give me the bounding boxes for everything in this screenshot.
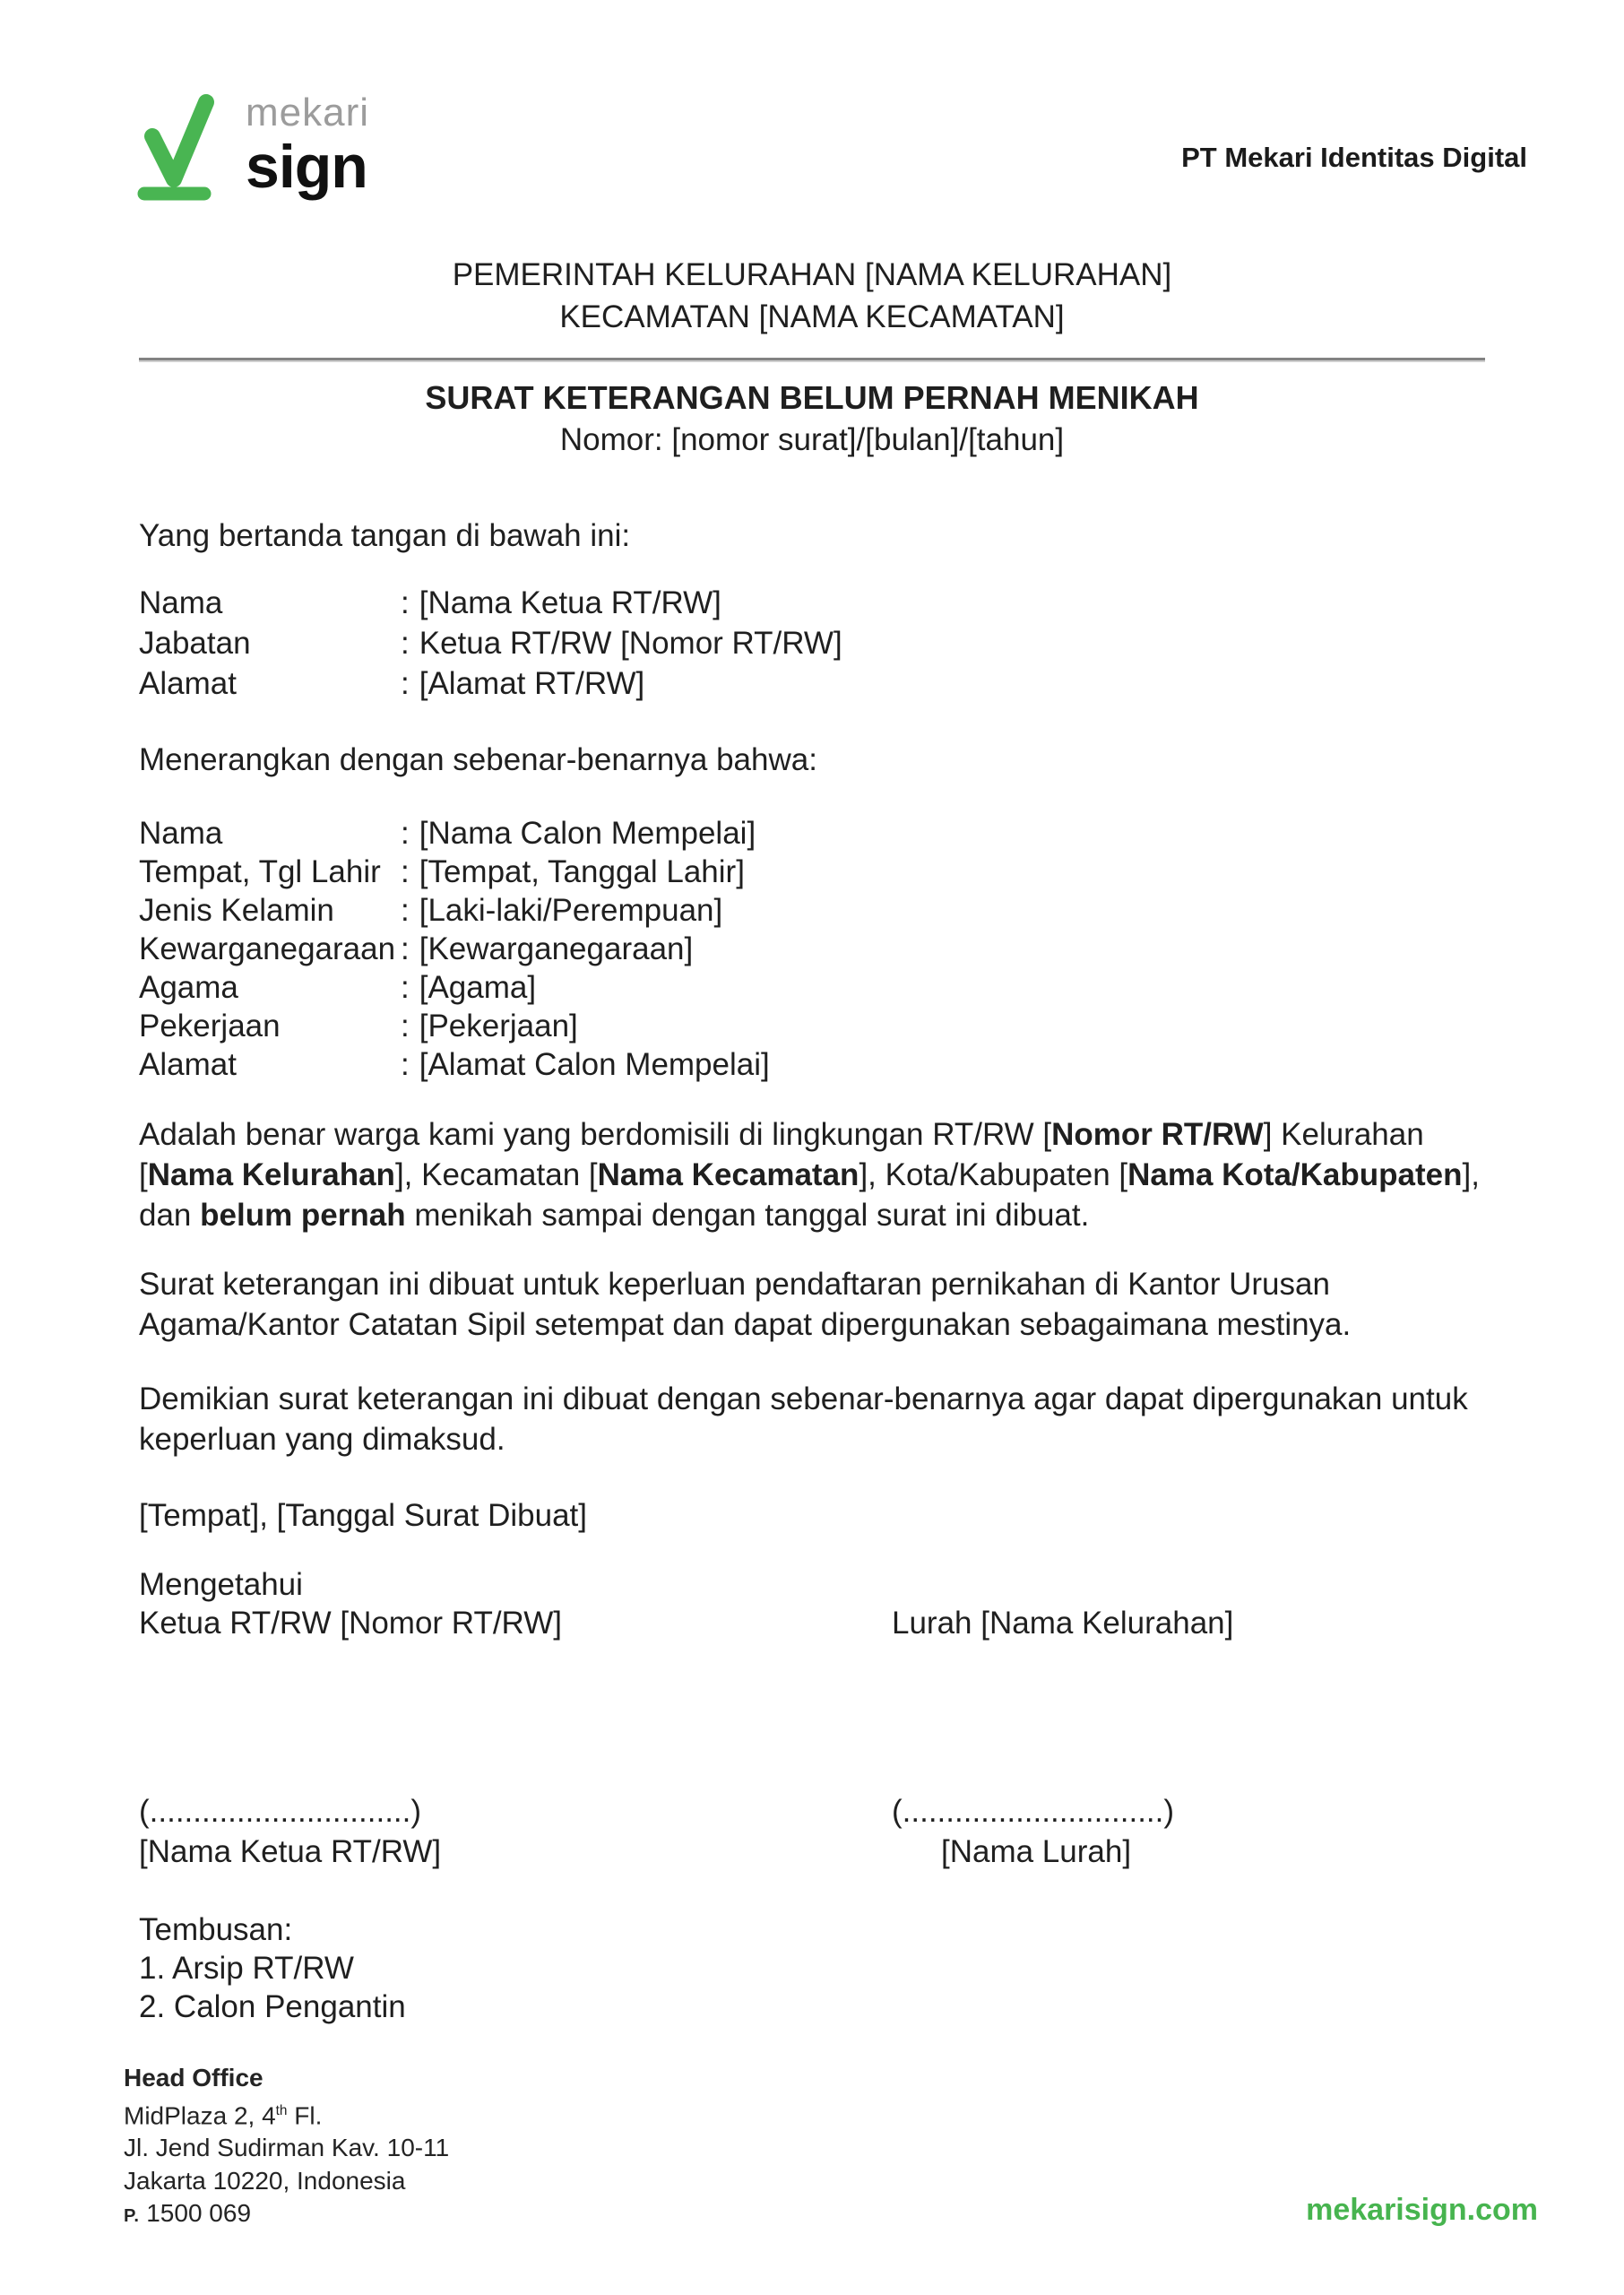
cc-item: 2. Calon Pengantin (139, 1989, 406, 2024)
paragraph-purpose: Surat keterangan ini dibuat untuk keperluan pendaftaran pernikahan di Kantor Urusan Agama/Kantor Catatan Sipil setempat dan dapat dipergunakan sebagaimana mestinya. (139, 1267, 1352, 1342)
field-row (139, 891, 1485, 930)
logo-text-sign: sign (246, 133, 367, 201)
field-row (139, 663, 1485, 704)
logo-text-mekari: mekari (246, 91, 370, 134)
footer-heading: Head Office (124, 2064, 263, 2091)
field-value: [Alamat Calon Mempelai] (419, 1047, 770, 1082)
signature-lines (139, 1791, 1485, 1872)
signature-name-right: [Nama Lurah] (941, 1834, 1132, 1869)
footer-address-line3: Jakarta 10220, Indonesia (124, 2166, 406, 2195)
field-label: Nama (139, 585, 223, 620)
field-label: Pekerjaan (139, 1009, 281, 1044)
signature-roles (139, 1604, 1485, 1642)
field-separator: : (401, 931, 410, 966)
field-separator: : (401, 1047, 410, 1082)
footer-address-line2: Jl. Jend Sudirman Kav. 10-11 (124, 2134, 450, 2162)
signature-name-left: [Nama Ketua RT/RW] (139, 1834, 442, 1869)
letter-body (139, 0, 1485, 2026)
letterhead-line2: KECAMATAN [NAMA KECAMATAN] (559, 299, 1065, 334)
field-row (139, 583, 1485, 623)
company-name: PT Mekari Identitas Digital (1181, 142, 1527, 173)
field-value: Ketua RT/RW [Nomor RT/RW] (419, 626, 842, 661)
letter-title: SURAT KETERANGAN BELUM PERNAH MENIKAH (425, 379, 1199, 416)
dateline: [Tempat], [Tanggal Surat Dibuat] (139, 1498, 587, 1533)
cc-heading: Tembusan: (139, 1912, 293, 1947)
field-row (139, 853, 1485, 891)
field-separator: : (401, 970, 410, 1005)
field-value: [Laki-laki/Perempuan] (419, 893, 723, 928)
footer-address-line1: MidPlaza 2, 4th Fl. (124, 2100, 323, 2129)
signature-header (139, 1565, 1485, 1642)
field-row (139, 1007, 1485, 1045)
field-separator: : (401, 585, 410, 620)
field-value: [Pekerjaan] (419, 1009, 578, 1044)
acknowledge-label: Mengetahui (139, 1567, 303, 1602)
field-value: [Nama Calon Mempelai] (419, 816, 756, 851)
signatory-fields (139, 583, 1485, 704)
cc-item: 1. Arsip RT/RW (139, 1951, 354, 1986)
field-label: Jabatan (139, 626, 251, 661)
field-row (139, 623, 1485, 663)
letterhead-line1: PEMERINTAH KELURAHAN [NAMA KELURAHAN] (452, 257, 1172, 292)
field-label: Kewarganegaraan (139, 931, 396, 966)
field-separator: : (401, 626, 410, 661)
footer-address (124, 2062, 449, 2233)
paragraph-domicile: Adalah benar warga kami yang berdomisili di lingkungan RT/RW [Nomor RT/RW] Kelurahan [Nama Kelurahan], Kecamatan [Nama Kecamatan], Kota/Kabupaten [Nama Kota/Kabupaten], dan belum pernah menikah sampai dengan tanggal surat ini dibuat. (139, 1117, 1480, 1233)
field-separator: : (401, 854, 410, 889)
field-separator: : (401, 893, 410, 928)
field-value: [Agama] (419, 970, 537, 1005)
field-label: Alamat (139, 1047, 237, 1082)
subject-fields (139, 814, 1485, 1084)
field-value: [Tempat, Tanggal Lahir] (419, 854, 745, 889)
letterhead-divider (139, 358, 1485, 362)
field-row (139, 1045, 1485, 1084)
field-value: [Kewarganegaraan] (419, 931, 694, 966)
field-label: Nama (139, 816, 223, 851)
intro-subject: Menerangkan dengan sebenar-benarnya bahwa: (139, 742, 817, 777)
field-row (139, 930, 1485, 968)
field-value: [Nama Ketua RT/RW] (419, 585, 721, 620)
field-value: [Alamat RT/RW] (419, 666, 645, 701)
field-row (139, 814, 1485, 853)
signature-dotted-lines (139, 1791, 1485, 1832)
field-label: Tempat, Tgl Lahir (139, 854, 381, 889)
field-row (139, 968, 1485, 1007)
signature-role-right: Lurah [Nama Kelurahan] (892, 1606, 1234, 1641)
intro-signatory: Yang bertanda tangan di bawah ini: (139, 518, 631, 553)
signature-line-right: (..............................) (892, 1794, 1175, 1829)
field-label: Alamat (139, 666, 237, 701)
field-separator: : (401, 1009, 410, 1044)
signature-line-left: (..............................) (139, 1794, 422, 1829)
field-label: Jenis Kelamin (139, 893, 334, 928)
field-label: Agama (139, 970, 238, 1005)
signature-names (139, 1832, 1485, 1872)
letterhead (139, 254, 1485, 338)
website-link[interactable]: mekarisign.com (1306, 2193, 1538, 2227)
footer-phone: P. 1500 069 (124, 2199, 252, 2228)
field-separator: : (401, 816, 410, 851)
signature-role-left: Ketua RT/RW [Nomor RT/RW] (139, 1606, 562, 1641)
paragraph-closing: Demikian surat keterangan ini dibuat dengan sebenar-benarnya agar dapat dipergunakan untuk keperluan yang dimaksud. (139, 1381, 1468, 1457)
letter-number: Nomor: [nomor surat]/[bulan]/[tahun] (559, 422, 1065, 457)
cc-section (139, 1910, 1485, 2026)
field-separator: : (401, 666, 410, 701)
